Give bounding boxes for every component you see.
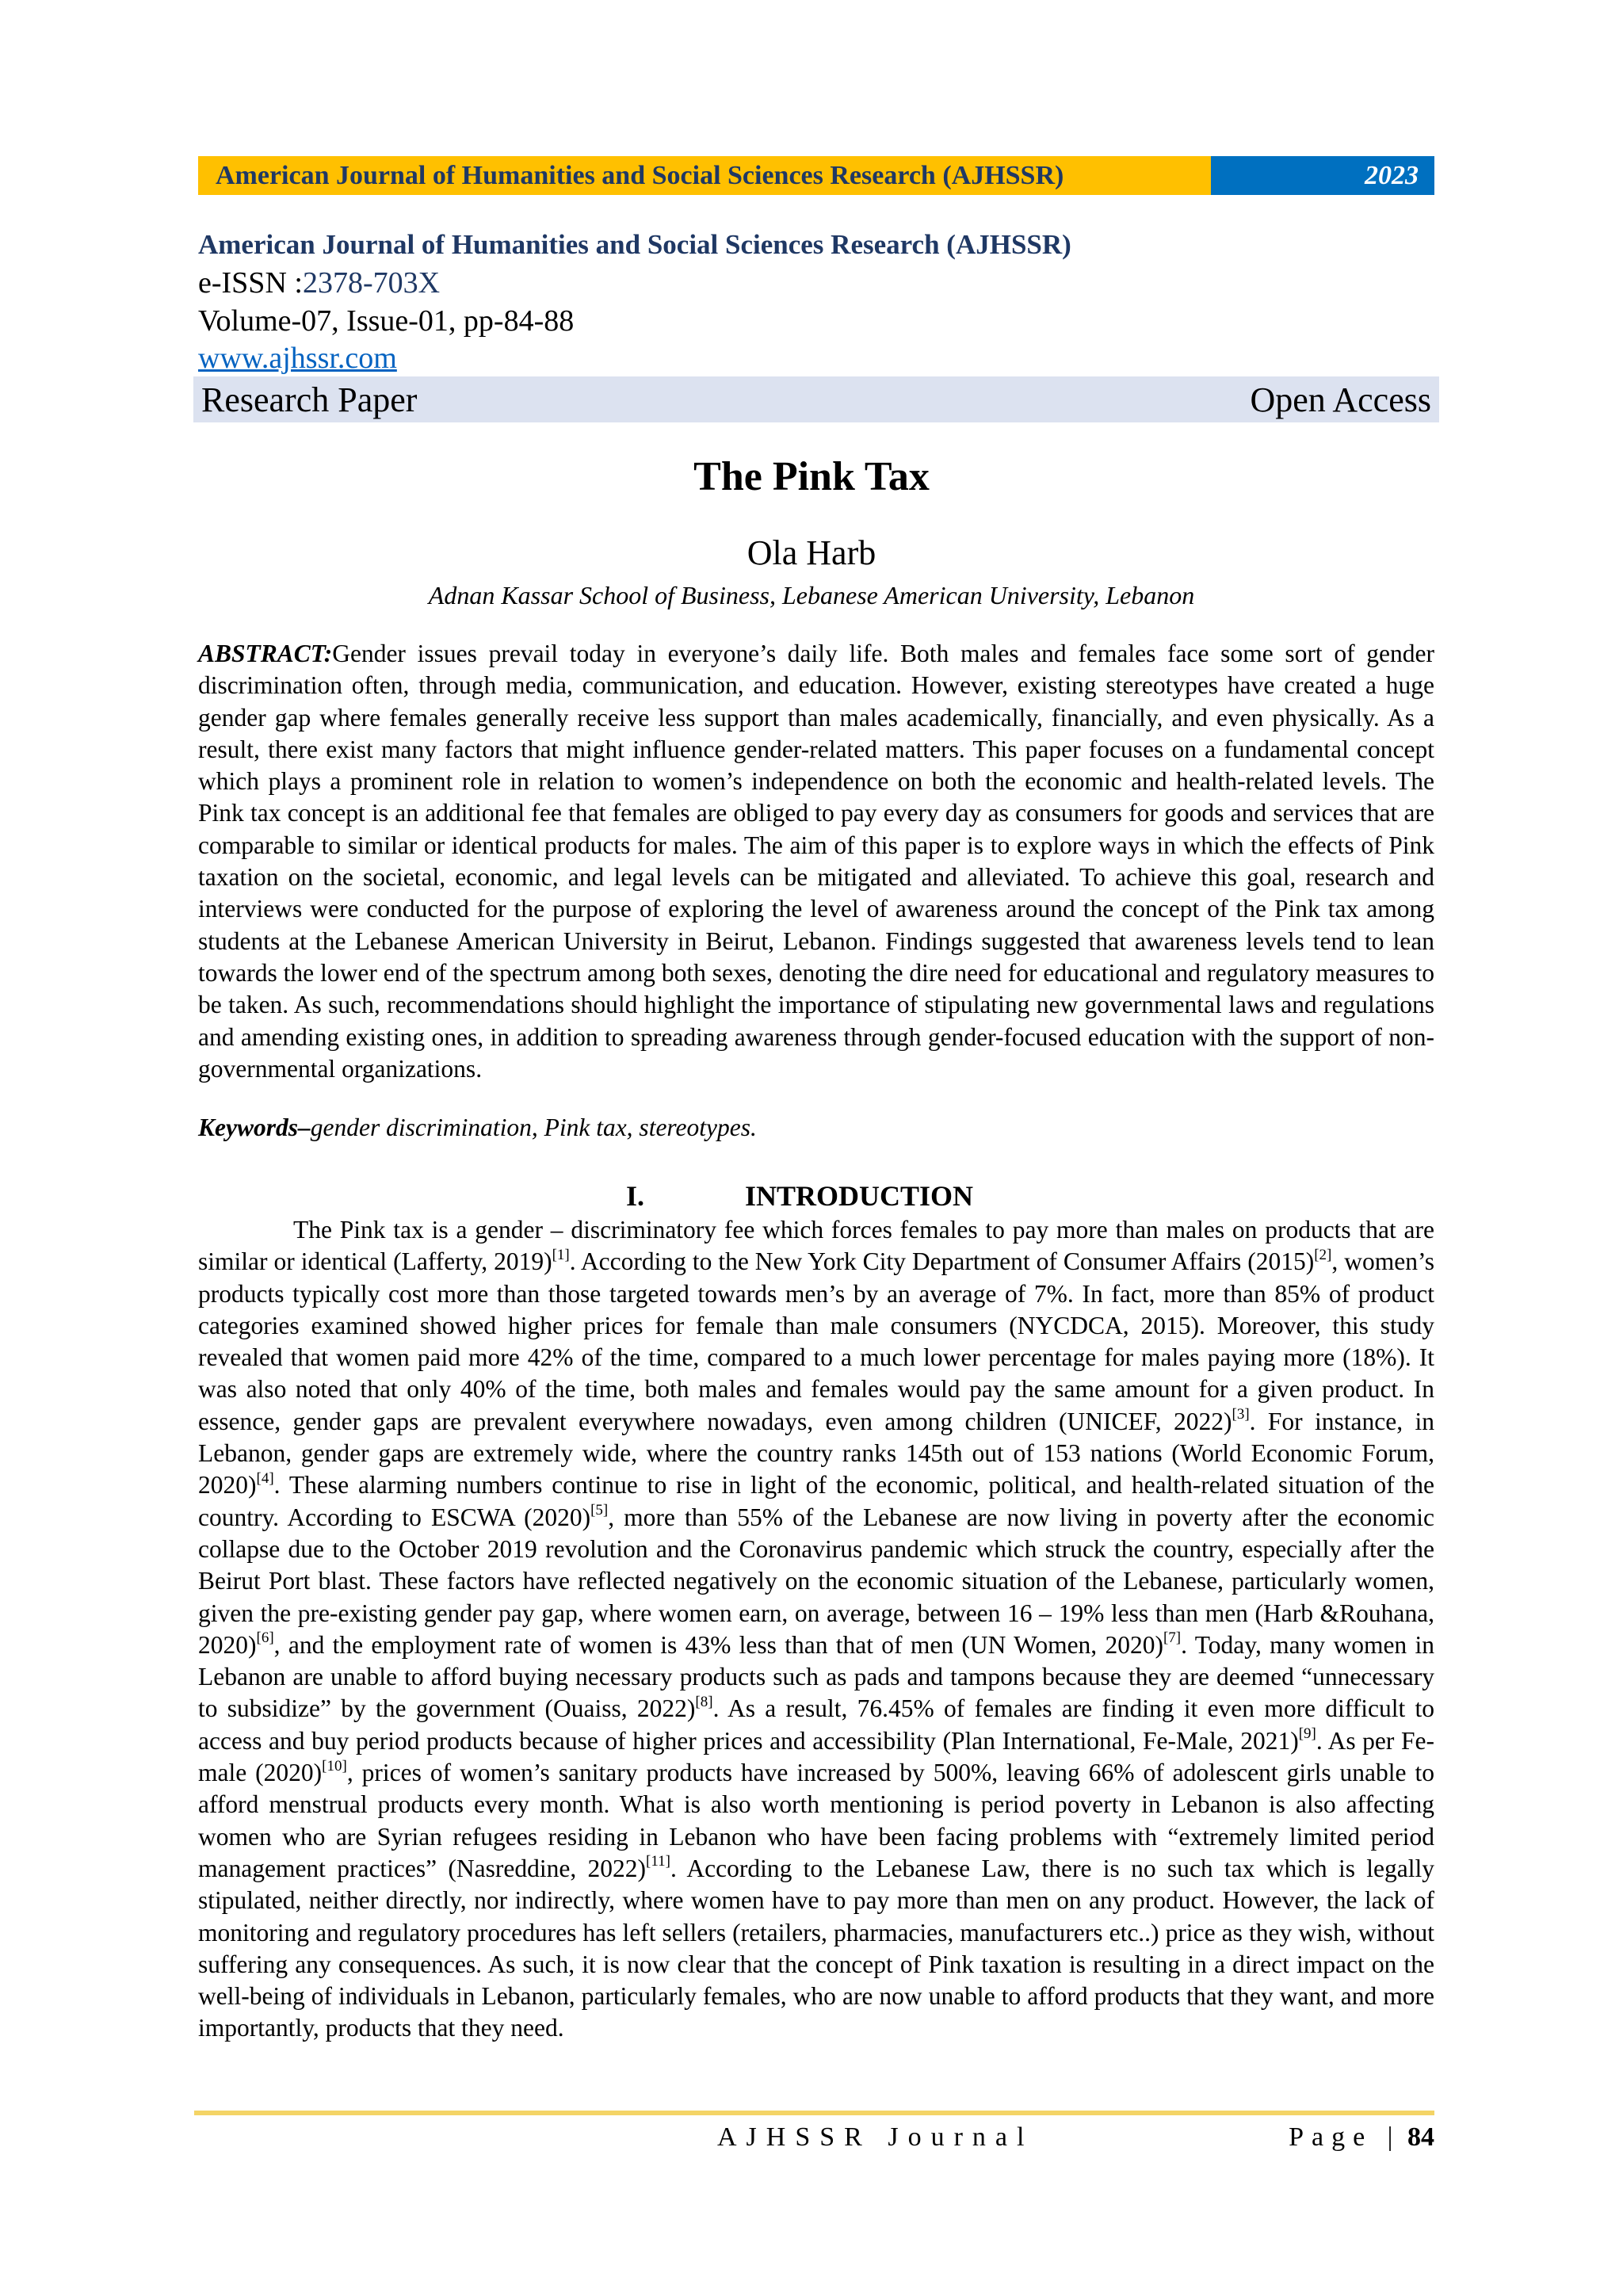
header-year: 2023 [1211,156,1434,195]
keywords-label: Keywords– [198,1114,311,1141]
author-name: Ola Harb [747,533,876,572]
abstract-label: ABSTRACT: [198,640,333,667]
footer-page [1289,2122,1434,2153]
intro-text: . For instance, in Lebanon, gender gaps are extremely wide, where the country ranks 145th out of 153 nations (World Economic Forum, 2020) [198,1407,1434,1499]
section-title: INTRODUCTION [745,1180,974,1212]
citation: [8] [695,1693,713,1710]
intro-text: , and the employment rate of women is 43% less than that of men (UN Women, 2020) [273,1630,1163,1659]
citation: [5] [590,1502,609,1519]
page-number: 84 [1407,2122,1434,2152]
keywords [198,1112,1434,1144]
running-header [198,156,1434,195]
intro-text: . As a result, 76.45% of females are finding it even more difficult to access and buy period products because of higher prices and accessibility (Plan International, Fe-Male, 2021) [198,1694,1434,1755]
website-link[interactable]: www.ajhssr.com [198,342,397,375]
citation: [7] [1163,1629,1182,1647]
intro-text: . These alarming numbers continue to rise in light of the economic, political, and health-related situation of the country. According to ESCWA (2020) [198,1471,1434,1531]
intro-text: . As per Fe-male (2020) [198,1726,1434,1787]
issn-line [198,264,1434,302]
intro-text: . According to the New York City Department of Consumer Affairs (2015) [569,1247,1315,1276]
abstract-text: Gender issues prevail today in everyone’s daily life. Both males and females face some sort of gender discrimination often, through media, communication, and education. However, existing stereotypes have created a huge gender gap where females generally receive less support than males academically, financially, and even physically. As a result, there exist many factors that might influence gender-related matters. This paper focuses on a fundamental concept which plays a prominent role in relation to women’s independence on both the economic and health-related levels. The Pink tax concept is an additional fee that females are obliged to pay every day as consumers for goods and services that are comparable to similar or identical products for males. The aim of this paper is to explore ways in which the effects of Pink taxation on the societal, economic, and legal levels can be mitigated and alleviated. To achieve this goal, research and interviews were conducted for the purpose of exploring the level of awareness around the concept of the Pink tax among students at the Lebanese American University in Beirut, Lebanon. Findings suggested that awareness levels tend to lean towards the lower end of the spectrum among both sexes, denoting the dire need for educational and regulatory measures to be taken. As such, recommendations should highlight the importance of stipulating new governmental laws and regulations and amending existing ones, in addition to spreading awareness through gender-focused education with the support of non-governmental organizations. [198,640,1434,1083]
journal-meta [198,226,1434,422]
citation: [2] [1314,1246,1332,1263]
paper-title: The Pink Tax [693,454,930,499]
header-journal-title: American Journal of Humanities and Social Sciences Research (AJHSSR) [198,156,1211,195]
paper-type-bar [193,376,1439,422]
citation: [9] [1298,1725,1316,1743]
volume-line: Volume-07, Issue-01, pp-84-88 [198,304,575,338]
access-type: Open Access [1250,380,1431,419]
intro-text: , more than 55% of the Lebanese are now living in poverty after the economic collapse due to the October 2019 revolution and the Coronavirus pandemic which struck the country, especially after the Beirut Port blast. These factors have reflected negatively on the economic situation of the Lebanese, particularly women, given the pre-existing gender pay gap, where women earn, on average, between 16 – 19% less than men (Harb &Rouhana, 2020) [198,1503,1434,1659]
footer-journal: AJHSSR Journal [717,2122,1034,2152]
citation: [6] [256,1629,274,1647]
introduction-paragraph [198,1214,1434,2045]
citation: [1] [552,1246,570,1263]
abstract [198,638,1434,1085]
intro-text: , women’s products typically cost more than those targeted towards men’s by an average of 7%. In fact, more than 85% of product categories examined showed higher prices for female than male consumers (NYCDCA, 2015). Moreover, this study revealed that women paid more 42% of the time, compared to a much lower percentage for males paying more (18%). It was also noted that only 40% of the time, both males and females would pay the same amount for a given product. In essence, gender gaps are prevalent everywhere nowadays, even among children (UNICEF, 2022) [198,1247,1435,1435]
author-affiliation: Adnan Kassar School of Business, Lebanese American University, Lebanon [428,581,1195,609]
page-label: Page | [1289,2122,1401,2152]
intro-text: . Today, many women in Lebanon are unable to afford buying necessary products such as pads and tampons because they are deemed “unnecessary to subsidize” by the government (Ouaiss, 2022) [198,1630,1434,1723]
intro-text: . According to the Lebanese Law, there is no such tax which is legally stipulated, neither directly, nor indirectly, where women have to pay more than men on any product. However, the lack of monitoring and regulatory procedures has left sellers (retailers, pharmacies, manufacturers etc..) price as they wish, without suffering any consequences. As such, it is now clear that the concept of Pink taxation is resulting in a direct impact on the well-being of individuals in Lebanon, particularly females, who are now unable to afford products that they want, and more importantly, products that they need. [198,1854,1435,2042]
keywords-text: gender discrimination, Pink tax, stereotypes. [310,1114,757,1141]
issn-label: e-ISSN : [198,266,303,300]
citation: [10] [322,1757,347,1775]
issn-value: 2378-703X [302,266,441,300]
footer-divider [194,2111,1434,2115]
citation: [11] [646,1853,670,1870]
intro-text: , prices of women’s sanitary products have increased by 500%, leaving 66% of adolescent girls unable to afford menstrual products every month. What is also worth mentioning is period poverty in Lebanon is also affecting women who are Syrian refugees residing in Lebanon who have been facing problems with “extremely limited period management practices” (Nasreddine, 2022) [198,1759,1434,1882]
citation: [3] [1232,1406,1250,1423]
intro-text: The Pink tax is a gender – discriminatory fee which forces females to pay more than males on products that are similar or identical (Lafferty, 2019) [198,1216,1434,1276]
section-number: I. [626,1180,645,1212]
paper-type: Research Paper [201,380,418,419]
citation: [4] [256,1469,274,1487]
journal-name: American Journal of Humanities and Social Sciences Research (AJHSSR) [198,229,1071,260]
